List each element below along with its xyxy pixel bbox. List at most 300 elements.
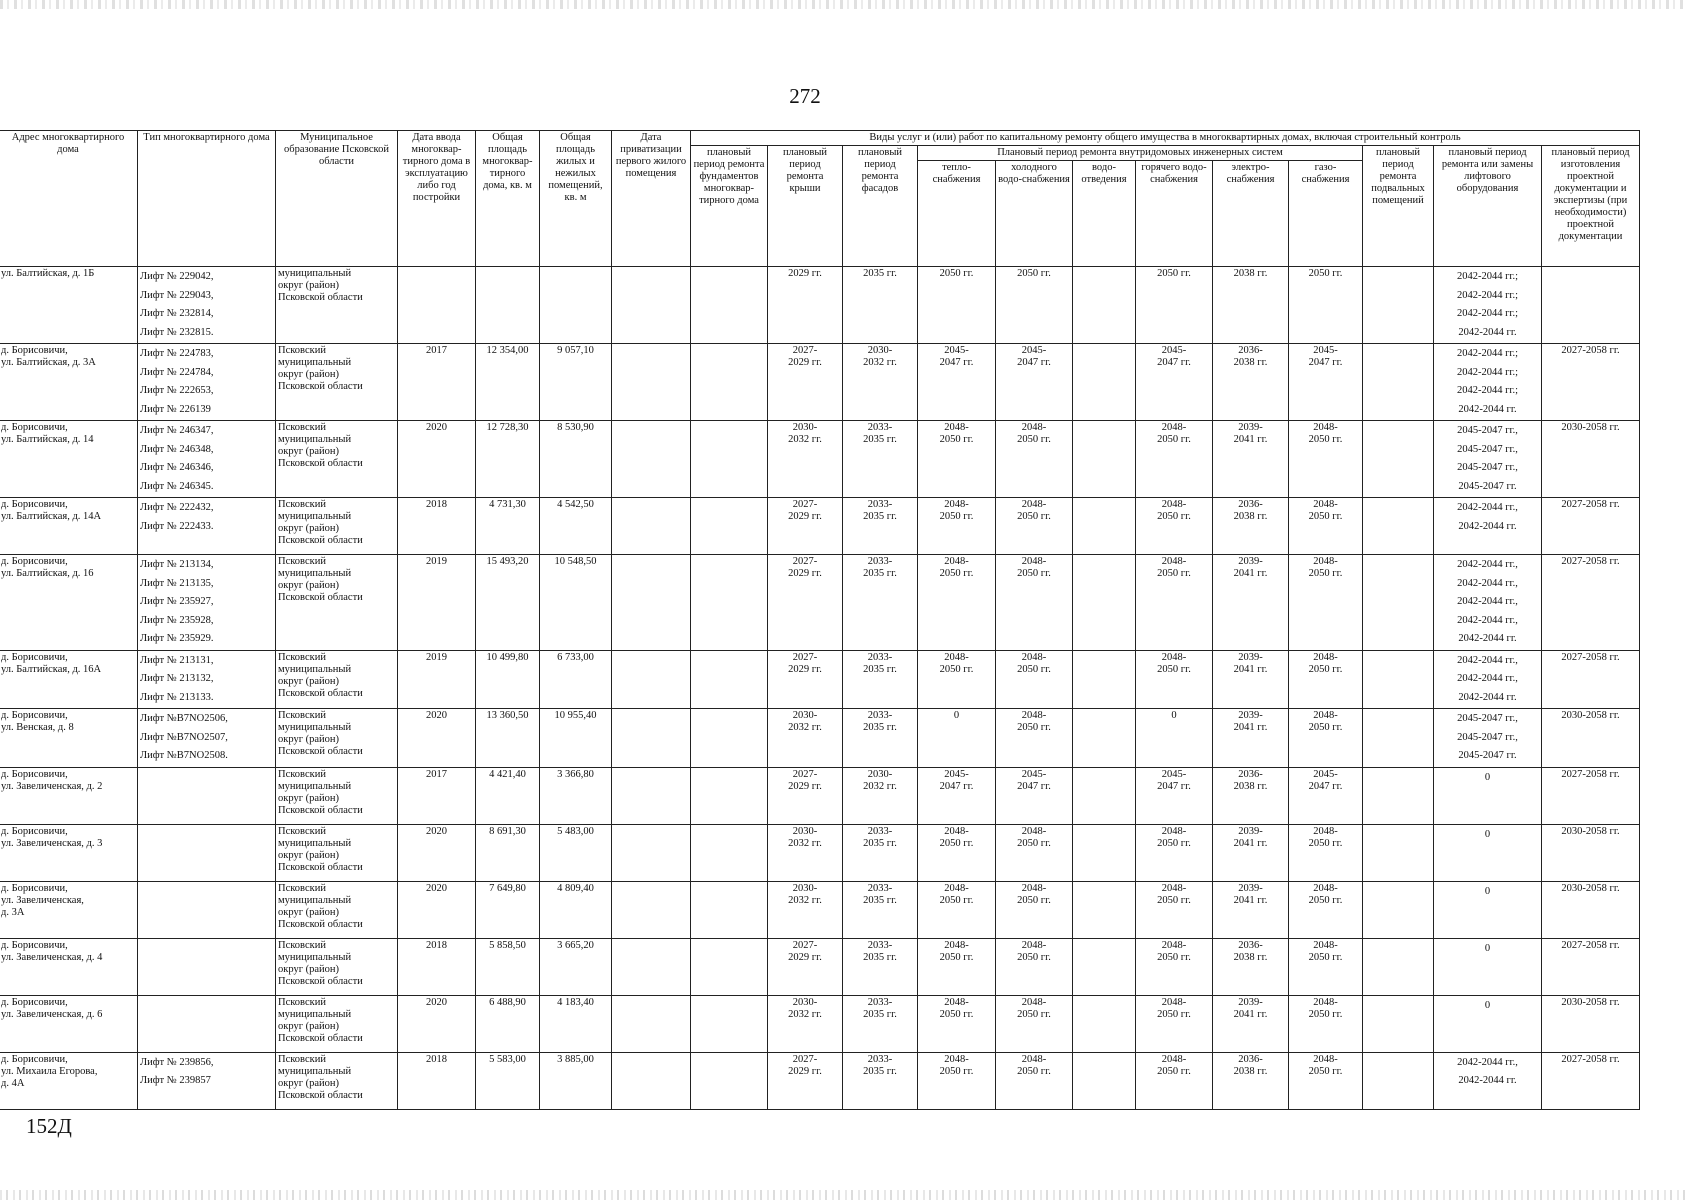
cell-gas bbox=[1289, 650, 1363, 709]
cell-line: 2035 гг. bbox=[863, 951, 897, 963]
cell-line: 2045- bbox=[1313, 768, 1338, 780]
cell-line: 2042-2044 гг. bbox=[1458, 520, 1517, 532]
cell-line: 2050 гг. bbox=[1157, 663, 1191, 675]
cell-foundation bbox=[691, 1052, 768, 1109]
cell-cold-water bbox=[996, 938, 1073, 995]
cell-line: 2035 гг. bbox=[863, 894, 897, 906]
cell-line: 2048- bbox=[944, 499, 969, 510]
cell-line: 2029 гг. bbox=[788, 268, 822, 279]
cell-line: округ (район) bbox=[278, 580, 340, 591]
scan-noise-bottom bbox=[0, 1190, 1686, 1200]
cell-municipality bbox=[276, 767, 398, 824]
cell-municipality bbox=[276, 938, 398, 995]
col-header-electric: электро-снабжения bbox=[1213, 161, 1289, 267]
cell-line: 2050 гг. bbox=[1157, 1008, 1191, 1020]
cell-line: округ (район) bbox=[278, 446, 340, 457]
cell-line: Лифт № 224784, bbox=[140, 366, 214, 378]
cell-line: 2033- bbox=[867, 499, 893, 510]
cell-res-area: 4 542,50 bbox=[540, 498, 612, 555]
cell-line: 2048- bbox=[944, 939, 969, 951]
cell-roof bbox=[768, 1052, 843, 1109]
cell-hot-water bbox=[1136, 881, 1213, 938]
cell-line: Лифт № 246348, bbox=[140, 443, 214, 455]
cell-line: 2033- bbox=[867, 882, 893, 894]
cell-facade bbox=[843, 344, 918, 421]
cell-commission bbox=[398, 267, 476, 344]
cell-line: 2029 гг. bbox=[788, 511, 822, 522]
cell-line: ул. Завеличенская, bbox=[1, 894, 84, 906]
cell-facade bbox=[843, 421, 918, 498]
cell-line: 2029 гг. bbox=[788, 568, 822, 579]
cell-heating bbox=[918, 650, 996, 709]
cell-line: 2029 гг. bbox=[788, 951, 822, 963]
cell-line: 2042-2044 гг.; bbox=[1456, 308, 1519, 319]
cell-facade bbox=[843, 938, 918, 995]
cell-line: округ (район) bbox=[278, 792, 340, 804]
cell-elevator bbox=[1434, 498, 1542, 555]
cell-lifts bbox=[138, 498, 276, 555]
cell-hot-water bbox=[1136, 498, 1213, 555]
cell-elevator bbox=[1434, 709, 1542, 768]
cell-res-area bbox=[540, 267, 612, 344]
cell-line: 2029 гг. bbox=[788, 1065, 822, 1077]
cell-line: 2050 гг. bbox=[1017, 511, 1051, 522]
cell-hot-water bbox=[1136, 824, 1213, 881]
cell-line: 2047 гг. bbox=[1157, 357, 1191, 368]
cell-line: муниципальный bbox=[278, 837, 352, 849]
cell-line: ул. Завеличенская, д. 6 bbox=[1, 1008, 103, 1020]
col-header-address: Адрес многоквартирного дома bbox=[0, 131, 138, 267]
cell-line: 2047 гг. bbox=[939, 780, 974, 792]
table-row bbox=[0, 709, 1640, 768]
cell-address bbox=[0, 498, 138, 555]
cell-line: 2048- bbox=[1313, 939, 1338, 951]
cell-electric bbox=[1213, 1052, 1289, 1109]
cell-line: 2048- bbox=[1021, 939, 1047, 951]
cell-line: д. Борисовичи, bbox=[1, 939, 68, 951]
cell-cold-water bbox=[996, 650, 1073, 709]
cell-cold-water bbox=[996, 421, 1073, 498]
cell-elevator bbox=[1434, 555, 1542, 651]
cell-address bbox=[0, 267, 138, 344]
cell-line: 2035 гг. bbox=[863, 1065, 897, 1077]
cell-line: 2050 гг. bbox=[1308, 1065, 1343, 1077]
cell-line: 2048- bbox=[1161, 1053, 1187, 1065]
cell-line: 2048- bbox=[1021, 651, 1047, 663]
cell-line: 2033- bbox=[867, 422, 893, 433]
cell-basement bbox=[1363, 555, 1434, 651]
cell-line: 2032 гг. bbox=[788, 894, 822, 906]
cell-line: 2041 гг. bbox=[1233, 894, 1268, 906]
cell-line: 2048- bbox=[1021, 1053, 1047, 1065]
cell-line: Лифт № 232814, bbox=[140, 308, 214, 319]
col-header-hot-water: горячего водо-снабжения bbox=[1136, 161, 1213, 267]
cell-line: 2042-2044 гг.; bbox=[1456, 366, 1519, 378]
cell-line: 2030- bbox=[792, 882, 818, 894]
cell-line: Псковский bbox=[278, 882, 326, 894]
cell-line: д. Борисовичи, bbox=[1, 345, 68, 356]
cell-gas bbox=[1289, 709, 1363, 768]
cell-line: 2042-2044 гг.; bbox=[1456, 289, 1519, 301]
cell-commission: 2017 bbox=[398, 344, 476, 421]
cell-line: 2030- bbox=[867, 345, 893, 356]
cell-line: 2048- bbox=[1161, 422, 1187, 433]
cell-line: 2050 гг. bbox=[1308, 663, 1343, 675]
cell-line: Псковской области bbox=[278, 592, 363, 603]
cell-line: Псковский bbox=[278, 710, 326, 721]
cell-hot-water bbox=[1136, 1052, 1213, 1109]
cell-elevator bbox=[1434, 995, 1542, 1052]
cell-line: д. Борисовичи, bbox=[1, 768, 68, 780]
cell-lifts bbox=[138, 344, 276, 421]
table-row bbox=[0, 881, 1640, 938]
cell-line: 2038 гг. bbox=[1233, 357, 1268, 368]
cell-gas bbox=[1289, 881, 1363, 938]
cell-line: Псковской области bbox=[278, 804, 363, 816]
cell-lifts bbox=[138, 1052, 276, 1109]
cell-line: муниципальный bbox=[278, 894, 352, 906]
col-header-works-group: Виды услуг и (или) работ по капитальному ремонту общего имущества в многоквартирных домах, включая строительный контроль bbox=[691, 131, 1640, 146]
cell-municipality bbox=[276, 709, 398, 768]
cell-line: 2048- bbox=[944, 882, 969, 894]
cell-line: 2032 гг. bbox=[788, 1008, 822, 1020]
cell-line: 2036- bbox=[1238, 499, 1263, 510]
cell-drainage bbox=[1073, 555, 1136, 651]
cell-municipality bbox=[276, 650, 398, 709]
cell-foundation bbox=[691, 995, 768, 1052]
cell-line: Псковский bbox=[278, 1053, 326, 1065]
cell-line: 2035 гг. bbox=[863, 434, 897, 445]
cell-line: 2045-2047 гг., bbox=[1457, 425, 1518, 436]
cell-facade bbox=[843, 498, 918, 555]
cell-line: 2048- bbox=[1313, 825, 1338, 837]
cell-drainage bbox=[1073, 824, 1136, 881]
cell-line: 2038 гг. bbox=[1233, 951, 1268, 963]
cell-line: муниципальный bbox=[278, 1065, 352, 1077]
cell-line: 2048- bbox=[944, 651, 969, 663]
cell-foundation bbox=[691, 709, 768, 768]
cell-elevator bbox=[1434, 767, 1542, 824]
cell-roof bbox=[768, 555, 843, 651]
cell-facade bbox=[843, 650, 918, 709]
cell-line: ул. Балтийская, д. 14А bbox=[1, 511, 102, 522]
cell-basement bbox=[1363, 824, 1434, 881]
cell-line: 2036- bbox=[1238, 768, 1263, 780]
cell-privatization bbox=[612, 938, 691, 995]
col-header-design: плановый период изготовления проектной документации и экспертизы (при необходимости) проектной документации bbox=[1542, 146, 1640, 267]
col-header-commission: Дата ввода многоквар-тирного дома в эксплуатацию либо год постройки bbox=[398, 131, 476, 267]
cell-line: 2042-2044 гг., bbox=[1457, 596, 1518, 607]
cell-gas bbox=[1289, 824, 1363, 881]
cell-line: муниципальный bbox=[278, 434, 352, 445]
cell-line: 2035 гг. bbox=[863, 837, 897, 849]
cell-privatization bbox=[612, 881, 691, 938]
cell-line: 2039- bbox=[1238, 556, 1263, 567]
cell-privatization bbox=[612, 421, 691, 498]
cell-hot-water bbox=[1136, 709, 1213, 768]
cell-foundation bbox=[691, 344, 768, 421]
cell-line: 2042-2044 гг.; bbox=[1456, 348, 1519, 359]
cell-gas bbox=[1289, 938, 1363, 995]
cell-line: 2045-2047 гг. bbox=[1458, 750, 1517, 761]
cell-electric bbox=[1213, 421, 1289, 498]
cell-line: 2048- bbox=[1021, 422, 1047, 433]
cell-address bbox=[0, 421, 138, 498]
cell-basement bbox=[1363, 881, 1434, 938]
cell-line: 2050 гг. bbox=[1157, 434, 1191, 445]
cell-total-area: 4 421,40 bbox=[476, 767, 540, 824]
cell-roof bbox=[768, 938, 843, 995]
cell-gas bbox=[1289, 995, 1363, 1052]
cell-heating bbox=[918, 267, 996, 344]
cell-roof bbox=[768, 995, 843, 1052]
cell-line: 2029 гг. bbox=[788, 780, 822, 792]
cell-line: 2041 гг. bbox=[1233, 1008, 1268, 1020]
page-number: 272 bbox=[789, 84, 821, 108]
col-header-gas: газо-снабжения bbox=[1289, 161, 1363, 267]
cell-roof bbox=[768, 881, 843, 938]
cell-foundation bbox=[691, 824, 768, 881]
cell-line: Псковской области bbox=[278, 292, 363, 303]
cell-address bbox=[0, 881, 138, 938]
cell-line: 2050 гг. bbox=[939, 1065, 974, 1077]
cell-line: 2039- bbox=[1238, 651, 1263, 663]
cell-basement bbox=[1363, 344, 1434, 421]
cell-facade bbox=[843, 995, 918, 1052]
cell-drainage bbox=[1073, 709, 1136, 768]
cell-line: 2042-2044 гг., bbox=[1457, 654, 1518, 666]
cell-line: Псковский bbox=[278, 651, 326, 663]
cell-line: 2048- bbox=[944, 825, 969, 837]
cell-elevator bbox=[1434, 344, 1542, 421]
cell-line: Псковский bbox=[278, 768, 326, 780]
cell-design: 2027-2058 гг. bbox=[1542, 938, 1640, 995]
cell-line: Лифт № 222432, bbox=[140, 502, 214, 513]
cell-line: д. Борисовичи, bbox=[1, 996, 68, 1008]
cell-line: Лифт № 226139 bbox=[140, 403, 211, 415]
cell-res-area: 4 183,40 bbox=[540, 995, 612, 1052]
cell-lifts bbox=[138, 709, 276, 768]
cell-line: 2048- bbox=[1021, 996, 1047, 1008]
cell-design: 2027-2058 гг. bbox=[1542, 767, 1640, 824]
cell-line: 2048- bbox=[1021, 556, 1047, 567]
cell-line: 2027- bbox=[792, 1053, 818, 1065]
cell-line: д. Борисовичи, bbox=[1, 710, 68, 721]
cell-line: д. Борисовичи, bbox=[1, 882, 68, 894]
cell-line: 2050 гг. bbox=[939, 894, 974, 906]
cell-foundation bbox=[691, 421, 768, 498]
cell-cold-water bbox=[996, 1052, 1073, 1109]
cell-line: 2027- bbox=[792, 768, 818, 780]
cell-line: 0 bbox=[1171, 710, 1177, 721]
cell-drainage bbox=[1073, 881, 1136, 938]
table-row bbox=[0, 995, 1640, 1052]
cell-line: 2050 гг. bbox=[1017, 722, 1051, 733]
cell-line: 2042-2044 гг.; bbox=[1456, 385, 1519, 396]
cell-line: 2038 гг. bbox=[1233, 511, 1268, 522]
cell-privatization bbox=[612, 555, 691, 651]
cell-line: Лифт №B7NO2507, bbox=[140, 731, 228, 743]
cell-line: 2041 гг. bbox=[1233, 663, 1268, 675]
cell-privatization bbox=[612, 344, 691, 421]
cell-line: 2048- bbox=[1313, 422, 1338, 433]
cell-foundation bbox=[691, 881, 768, 938]
cell-line: 2050 гг. bbox=[1017, 837, 1051, 849]
cell-line: 2050 гг. bbox=[939, 1008, 974, 1020]
cell-line: ул. Завеличенская, д. 3 bbox=[1, 837, 103, 849]
cell-drainage bbox=[1073, 650, 1136, 709]
cell-total-area: 8 691,30 bbox=[476, 824, 540, 881]
cell-electric bbox=[1213, 938, 1289, 995]
cell-line: 2050 гг. bbox=[1017, 894, 1051, 906]
cell-commission: 2019 bbox=[398, 650, 476, 709]
cell-line: 2033- bbox=[867, 825, 893, 837]
cell-line: 0 bbox=[1484, 828, 1491, 840]
cell-hot-water bbox=[1136, 767, 1213, 824]
cell-commission: 2017 bbox=[398, 767, 476, 824]
cell-line: Псковский bbox=[278, 556, 326, 567]
cell-line: 2048- bbox=[1161, 499, 1187, 510]
col-header-res-area: Общая площадь жилых и нежилых помещений, кв. м bbox=[540, 131, 612, 267]
cell-line: 2050 гг. bbox=[939, 434, 974, 445]
cell-line: 2048- bbox=[1313, 1053, 1338, 1065]
cell-line: 2050 гг. bbox=[939, 951, 974, 963]
table-row bbox=[0, 824, 1640, 881]
cell-lifts bbox=[138, 995, 276, 1052]
cell-line: Лифт № 239856, bbox=[140, 1056, 214, 1068]
cell-line: 2035 гг. bbox=[863, 663, 897, 675]
cell-line: 2033- bbox=[867, 996, 893, 1008]
col-header-cold-water: холодного водо-снабжения bbox=[996, 161, 1073, 267]
cell-line: 2048- bbox=[1021, 882, 1047, 894]
cell-line: 2045- bbox=[944, 345, 969, 356]
cell-line: Псковский bbox=[278, 825, 326, 837]
cell-line: Лифт № 239857 bbox=[140, 1075, 211, 1086]
cell-electric bbox=[1213, 709, 1289, 768]
table-row bbox=[0, 344, 1640, 421]
cell-municipality bbox=[276, 344, 398, 421]
cell-line: 2050 гг. bbox=[1308, 722, 1343, 733]
cell-basement bbox=[1363, 709, 1434, 768]
cell-line: 2027- bbox=[792, 651, 818, 663]
cell-facade bbox=[843, 267, 918, 344]
cell-gas bbox=[1289, 555, 1363, 651]
cell-line: 2038 гг. bbox=[1233, 780, 1268, 792]
cell-line: 2045- bbox=[1313, 345, 1338, 356]
cell-design: 2027-2058 гг. bbox=[1542, 555, 1640, 651]
cell-line: округ (район) bbox=[278, 963, 340, 975]
cell-foundation bbox=[691, 938, 768, 995]
cell-heating bbox=[918, 555, 996, 651]
cell-foundation bbox=[691, 555, 768, 651]
cell-municipality bbox=[276, 824, 398, 881]
cell-line: д. Борисовичи, bbox=[1, 825, 68, 837]
cell-lifts bbox=[138, 421, 276, 498]
col-header-basement: плановый период ремонта подвальных помещений bbox=[1363, 146, 1434, 267]
cell-line: 2050 гг. bbox=[1017, 568, 1051, 579]
cell-lifts bbox=[138, 267, 276, 344]
cell-line: Лифт № 222653, bbox=[140, 385, 214, 396]
cell-design: 2027-2058 гг. bbox=[1542, 344, 1640, 421]
cell-electric bbox=[1213, 267, 1289, 344]
cell-line: 2039- bbox=[1238, 825, 1263, 837]
cell-line: 2045- bbox=[944, 768, 969, 780]
cell-line: Псковский bbox=[278, 939, 326, 951]
cell-basement bbox=[1363, 938, 1434, 995]
cell-line: 2048- bbox=[944, 1053, 969, 1065]
cell-line: 2042-2044 гг., bbox=[1457, 502, 1518, 513]
cell-line: Лифт № 235928, bbox=[140, 614, 214, 626]
cell-hot-water bbox=[1136, 344, 1213, 421]
cell-address bbox=[0, 824, 138, 881]
cell-commission: 2019 bbox=[398, 555, 476, 651]
cell-line: 2050 гг. bbox=[1157, 837, 1191, 849]
cell-elevator bbox=[1434, 650, 1542, 709]
cell-line: Лифт № 235929. bbox=[140, 633, 214, 644]
cell-line: Псковской области bbox=[278, 918, 363, 930]
cell-line: 2050 гг. bbox=[1157, 511, 1191, 522]
cell-line: 2027- bbox=[792, 499, 818, 510]
cell-address bbox=[0, 1052, 138, 1109]
cell-design: 2027-2058 гг. bbox=[1542, 498, 1640, 555]
cell-line: Псковской области bbox=[278, 381, 363, 392]
cell-res-area: 5 483,00 bbox=[540, 824, 612, 881]
cell-line: Псковской области bbox=[278, 975, 363, 987]
cell-line: 2050 гг. bbox=[939, 511, 974, 522]
cell-line: 2048- bbox=[1021, 499, 1047, 510]
cell-line: 2039- bbox=[1238, 422, 1263, 433]
cell-heating bbox=[918, 938, 996, 995]
cell-municipality bbox=[276, 421, 398, 498]
cell-line: 2042-2044 гг., bbox=[1457, 614, 1518, 626]
cell-line: 2039- bbox=[1238, 710, 1263, 721]
cell-line: ул. Михаила Егорова, bbox=[1, 1065, 98, 1077]
cell-total-area bbox=[476, 267, 540, 344]
cell-total-area: 6 488,90 bbox=[476, 995, 540, 1052]
cell-line: 2048- bbox=[1161, 825, 1187, 837]
cell-line: д. Борисовичи, bbox=[1, 499, 68, 510]
cell-cold-water bbox=[996, 824, 1073, 881]
cell-line: 2042-2044 гг. bbox=[1458, 1075, 1517, 1086]
cell-line: 2050 гг. bbox=[1308, 1008, 1343, 1020]
cell-res-area: 10 548,50 bbox=[540, 555, 612, 651]
cell-roof bbox=[768, 824, 843, 881]
cell-line: 2030- bbox=[792, 996, 818, 1008]
cell-elevator bbox=[1434, 267, 1542, 344]
cell-res-area: 3 366,80 bbox=[540, 767, 612, 824]
cell-line: Лифт № 213131, bbox=[140, 654, 214, 666]
cell-line: 2045-2047 гг. bbox=[1458, 480, 1517, 492]
cell-gas bbox=[1289, 1052, 1363, 1109]
cell-res-area: 10 955,40 bbox=[540, 709, 612, 768]
cell-line: 2047 гг. bbox=[1308, 780, 1343, 792]
cell-total-area: 15 493,20 bbox=[476, 555, 540, 651]
cell-line: Псковский bbox=[278, 345, 326, 356]
cell-municipality bbox=[276, 267, 398, 344]
cell-drainage bbox=[1073, 498, 1136, 555]
cell-line: 2027- bbox=[792, 939, 818, 951]
cell-line: ул. Балтийская, д. 16А bbox=[1, 663, 102, 675]
cell-line: 2048- bbox=[1021, 825, 1047, 837]
col-header-roof: плановый период ремонта крыши bbox=[768, 146, 843, 267]
cell-line: 2050 гг. bbox=[1308, 837, 1343, 849]
cell-cold-water bbox=[996, 344, 1073, 421]
cell-electric bbox=[1213, 344, 1289, 421]
cell-line: Лифт № 213134, bbox=[140, 559, 214, 570]
cell-line: 2042-2044 гг., bbox=[1457, 559, 1518, 570]
cell-line: 2030- bbox=[867, 768, 893, 780]
scan-noise-top bbox=[0, 0, 1686, 9]
